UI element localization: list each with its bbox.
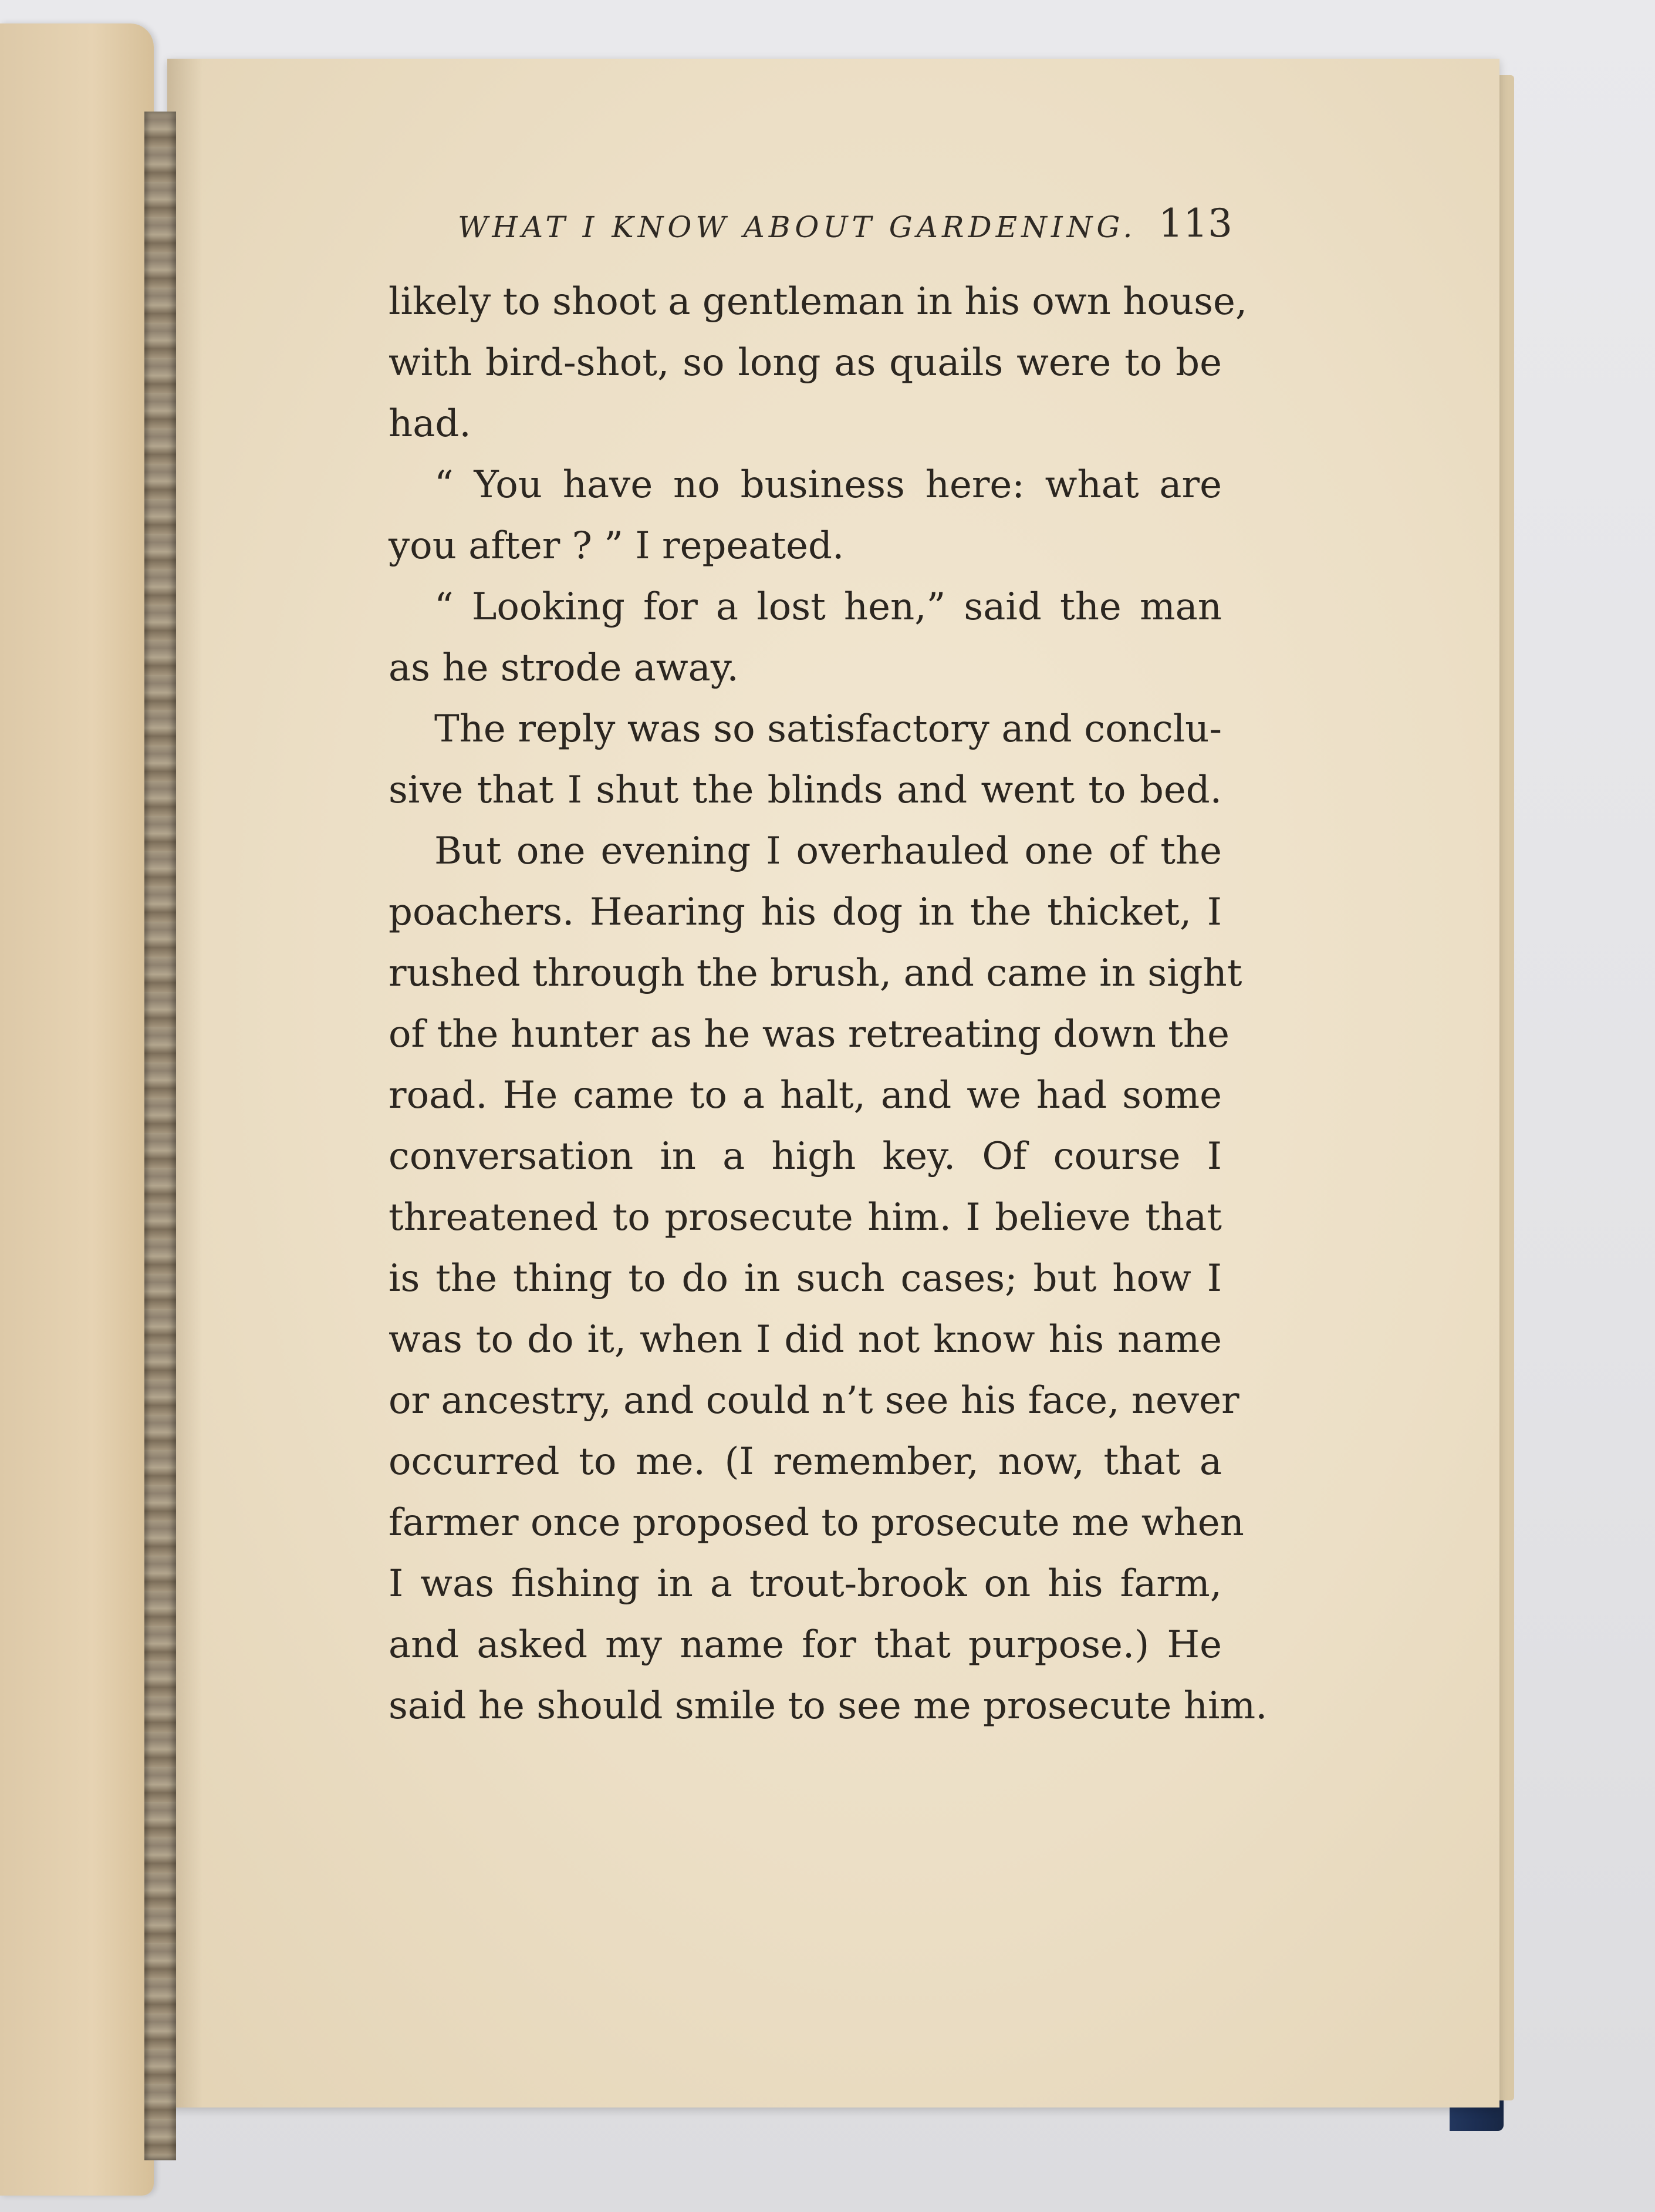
running-title: WHAT I KNOW ABOUT GARDENING.	[458, 210, 1137, 244]
text-line: of the hunter as he was retreating down the	[389, 1013, 1230, 1056]
text-line: as he strode away.	[389, 646, 739, 690]
text-line: or ancestry, and could n’t see his face, never	[389, 1379, 1239, 1422]
book-binding-gutter	[144, 112, 176, 2160]
text-line: The reply was so satisfactory and conclu-	[434, 707, 1222, 751]
left-facing-page	[0, 23, 154, 2196]
page-header	[288, 201, 1232, 254]
text-line: road. He came to a halt, and we had some	[389, 1074, 1222, 1117]
text-line: likely to shoot a gentleman in his own house,	[389, 280, 1248, 323]
text-line: conversation in a high key. Of course I	[389, 1135, 1222, 1178]
text-line: threatened to prosecute him. I believe that	[389, 1196, 1222, 1239]
text-line: poachers. Hearing his dog in the thicket, I	[389, 891, 1222, 934]
text-line: you after ? ” I repeated.	[389, 524, 845, 568]
text-line: occurred to me. (I remember, now, that a	[389, 1440, 1222, 1483]
text-line: rushed through the brush, and came in sight	[389, 952, 1242, 995]
text-line: farmer once proposed to prosecute me when	[389, 1501, 1244, 1545]
text-line: “ Looking for a lost hen,” said the man	[434, 585, 1222, 629]
page-number: 113	[1158, 201, 1232, 246]
text-line: said he should smile to see me prosecute him.	[389, 1684, 1268, 1728]
text-line: sive that I shut the blinds and went to bed.	[389, 768, 1222, 812]
text-line: “ You have no business here: what are	[434, 463, 1222, 507]
text-line: had.	[389, 402, 471, 446]
text-line: is the thing to do in such cases; but how I	[389, 1257, 1222, 1300]
body-text	[389, 271, 1268, 1736]
text-line: But one evening I overhauled one of the	[434, 830, 1222, 873]
text-line: and asked my name for that purpose.) He	[389, 1623, 1222, 1667]
text-line: was to do it, when I did not know his name	[389, 1318, 1222, 1361]
text-line: with bird-shot, so long as quails were to be	[389, 341, 1222, 385]
text-line: I was fishing in a trout-brook on his farm,	[389, 1562, 1222, 1606]
